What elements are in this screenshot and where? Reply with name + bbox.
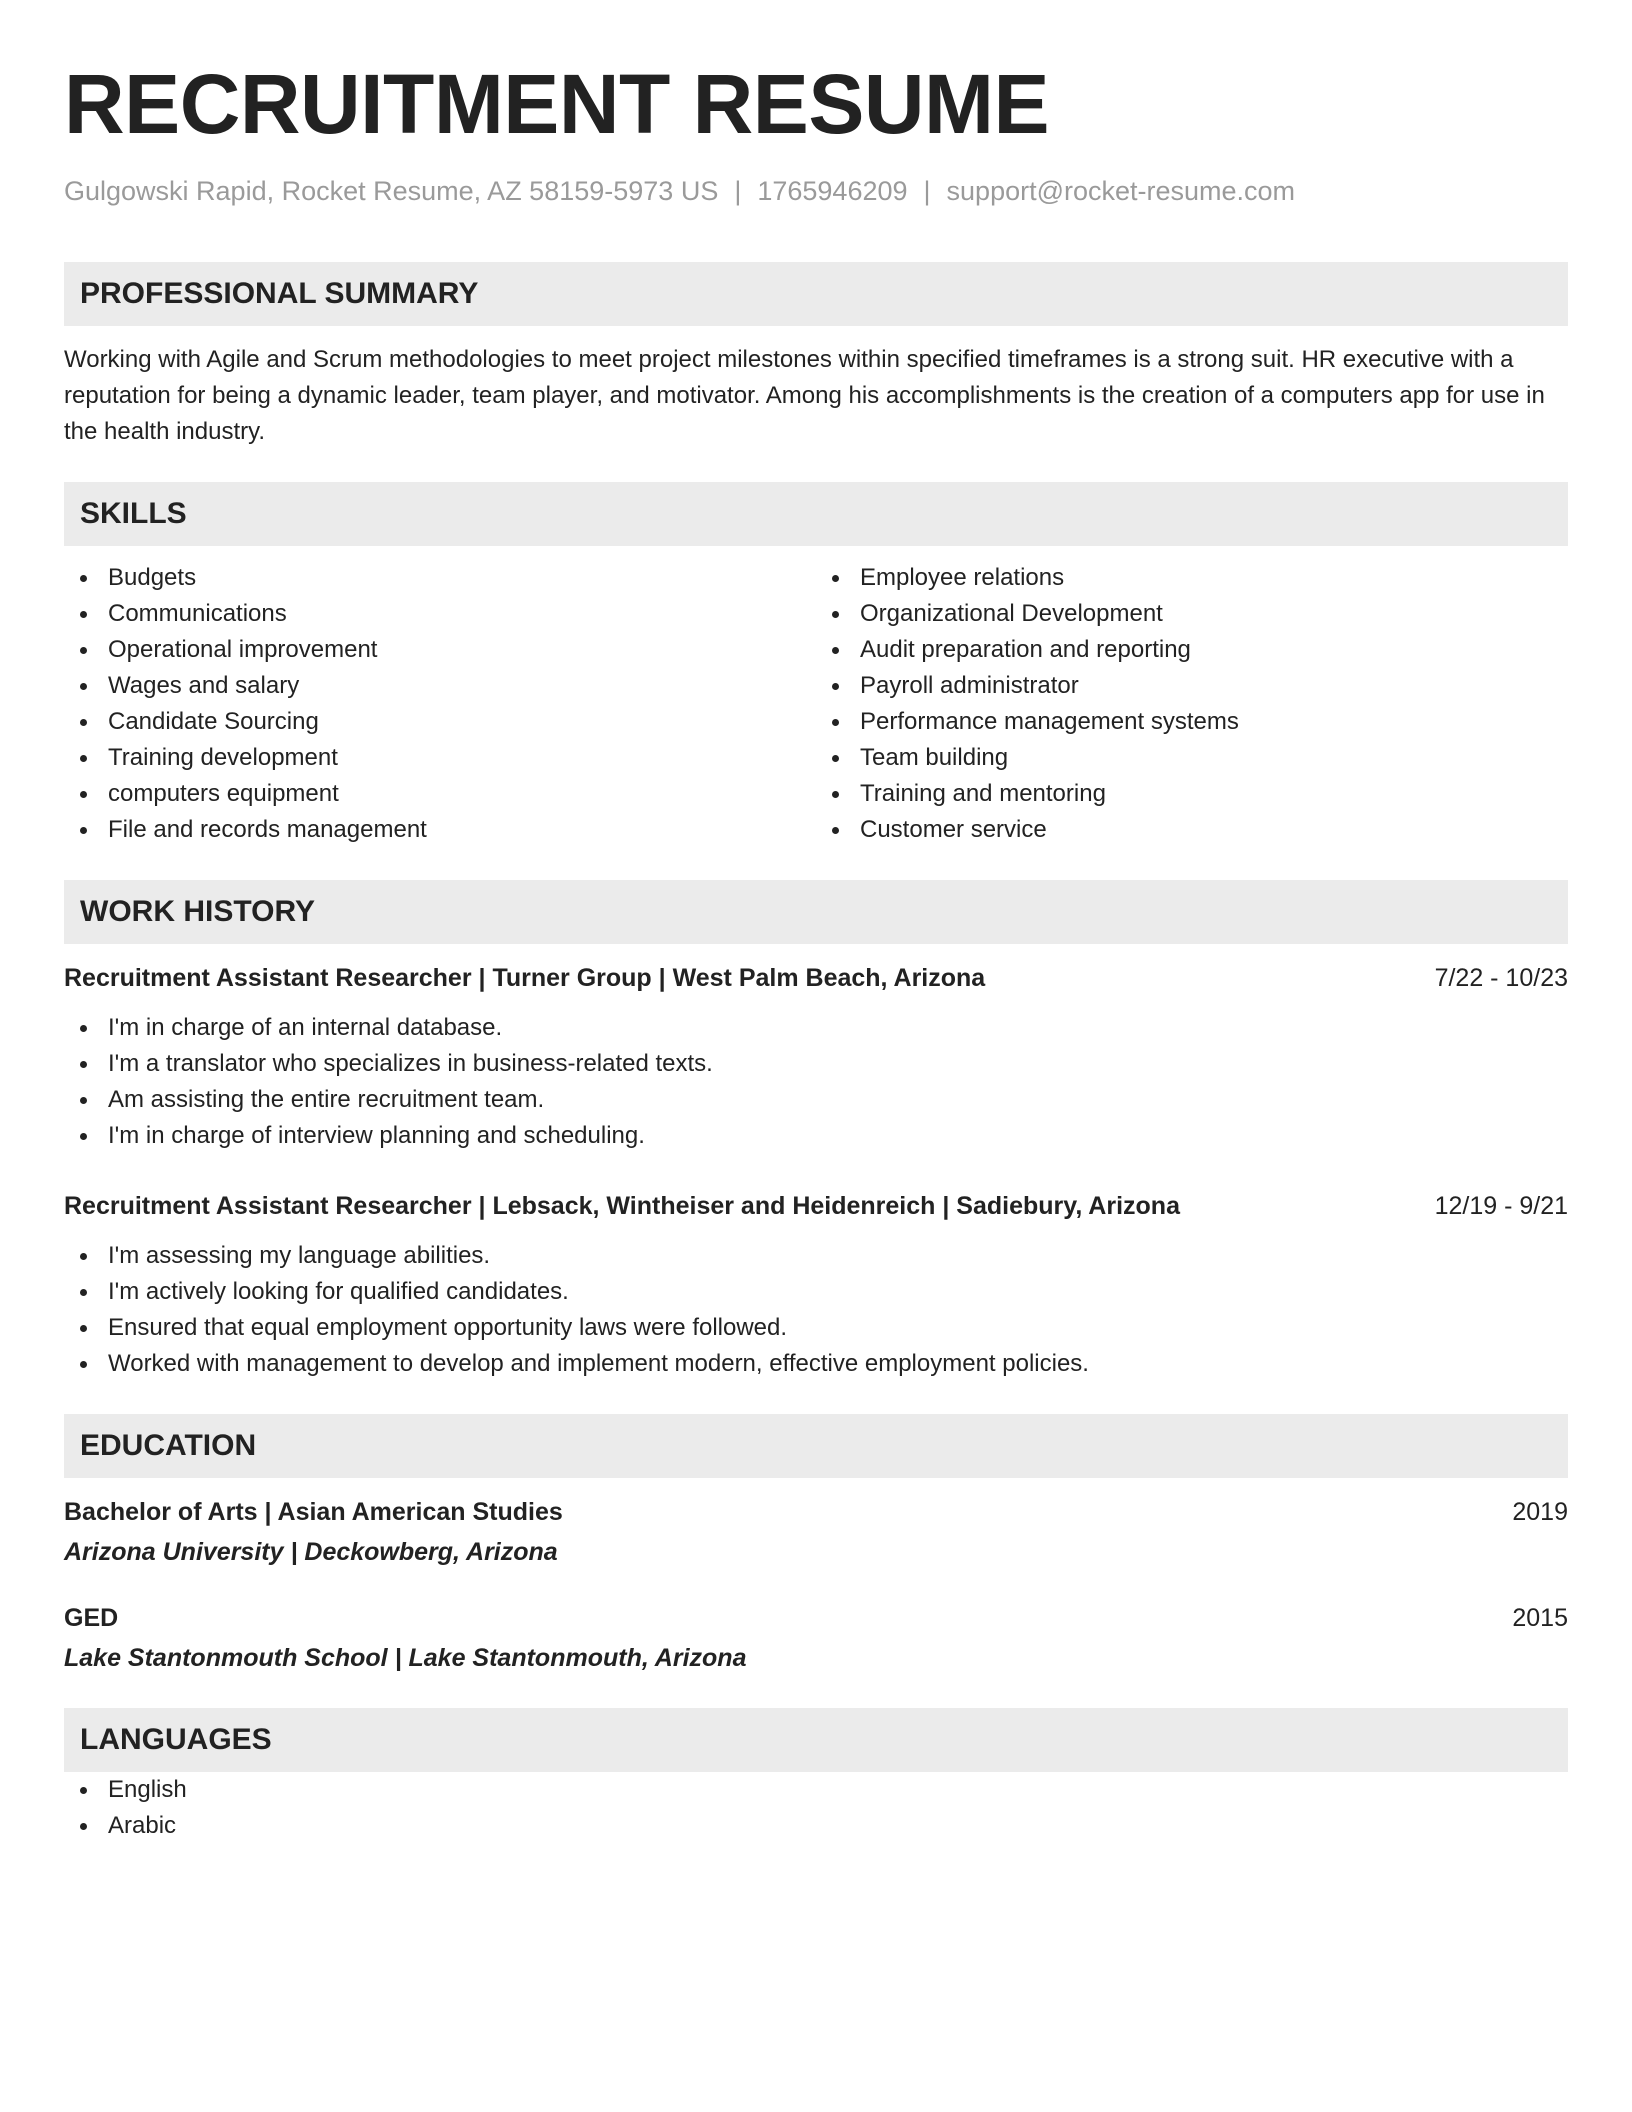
education-degree: Bachelor of Arts | Asian American Studies	[64, 1498, 563, 1526]
job-duty: Am assisting the entire recruitment team.	[64, 1082, 1568, 1118]
skills-column-right	[816, 560, 1568, 848]
job-duty: I'm assessing my language abilities.	[64, 1238, 1568, 1274]
skill-item: Team building	[816, 740, 1568, 776]
job-entry	[64, 960, 1568, 1154]
job-duty: I'm a translator who specializes in business-related texts.	[64, 1046, 1568, 1082]
skill-item: Payroll administrator	[816, 668, 1568, 704]
job-duties	[64, 1010, 1568, 1154]
skill-item: Organizational Development	[816, 596, 1568, 632]
education-year: 2019	[1512, 1498, 1568, 1526]
section-header-skills: SKILLS	[64, 482, 1568, 546]
education-entry	[64, 1600, 1568, 1676]
skill-item: Employee relations	[816, 560, 1568, 596]
education-degree: GED	[64, 1604, 119, 1632]
section-header-work-history: WORK HISTORY	[64, 880, 1568, 944]
language-item: English	[64, 1772, 1568, 1808]
job-header	[64, 960, 1568, 996]
skill-item: Performance management systems	[816, 704, 1568, 740]
job-duty: I'm actively looking for qualified candidates.	[64, 1274, 1568, 1310]
job-dates: 12/19 - 9/21	[1434, 1192, 1568, 1220]
resume-title: RECRUITMENT RESUME	[64, 57, 1050, 151]
education-school: Lake Stantonmouth School | Lake Stantonmouth, Arizona	[64, 1644, 747, 1672]
contact-address: Gulgowski Rapid, Rocket Resume, AZ 58159-5973 US	[64, 176, 719, 206]
education-school: Arizona University | Deckowberg, Arizona	[64, 1538, 558, 1566]
job-duty: I'm in charge of interview planning and scheduling.	[64, 1118, 1568, 1154]
skill-item: Communications	[64, 596, 816, 632]
job-dates: 7/22 - 10/23	[1434, 964, 1568, 992]
job-header	[64, 1188, 1568, 1224]
education-entry	[64, 1494, 1568, 1570]
job-duty: I'm in charge of an internal database.	[64, 1010, 1568, 1046]
summary-text: Working with Agile and Scrum methodologies to meet project milestones within specified timeframes is a strong suit. HR executive with a reputation for being a dynamic leader, team player, and motivator. Among his accomplishments is the creation of a computers app for use in the health industry.	[64, 346, 1545, 445]
contact-phone: 1765946209	[757, 176, 908, 206]
skill-item: Candidate Sourcing	[64, 704, 816, 740]
contact-separator: |	[734, 176, 742, 206]
skill-item: Budgets	[64, 560, 816, 596]
skill-item: File and records management	[64, 812, 816, 848]
skill-item: Training development	[64, 740, 816, 776]
languages-list	[64, 1772, 1568, 1844]
section-header-languages: LANGUAGES	[64, 1708, 1568, 1772]
job-title: Recruitment Assistant Researcher | Lebsack, Wintheiser and Heidenreich | Sadiebury, Arizona	[64, 1192, 1180, 1220]
skill-item: Training and mentoring	[816, 776, 1568, 812]
skill-item: Operational improvement	[64, 632, 816, 668]
skill-item: Audit preparation and reporting	[816, 632, 1568, 668]
skill-item: Wages and salary	[64, 668, 816, 704]
skills-list	[64, 560, 1568, 848]
education-header	[64, 1600, 1568, 1636]
job-entry	[64, 1188, 1568, 1382]
section-header-summary: PROFESSIONAL SUMMARY	[64, 262, 1568, 326]
language-item: Arabic	[64, 1808, 1568, 1844]
skill-item: computers equipment	[64, 776, 816, 812]
job-duty: Worked with management to develop and implement modern, effective employment policies.	[64, 1346, 1568, 1382]
contact-email[interactable]: support@rocket-resume.com	[946, 176, 1296, 206]
education-year: 2015	[1512, 1604, 1568, 1632]
education-header	[64, 1494, 1568, 1530]
contact-line	[64, 174, 1568, 208]
job-duties	[64, 1238, 1568, 1382]
section-header-education: EDUCATION	[64, 1414, 1568, 1478]
contact-separator: |	[923, 176, 931, 206]
job-title: Recruitment Assistant Researcher | Turner Group | West Palm Beach, Arizona	[64, 964, 986, 992]
skill-item: Customer service	[816, 812, 1568, 848]
skills-column-left	[64, 560, 816, 848]
job-duty: Ensured that equal employment opportunity laws were followed.	[64, 1310, 1568, 1346]
